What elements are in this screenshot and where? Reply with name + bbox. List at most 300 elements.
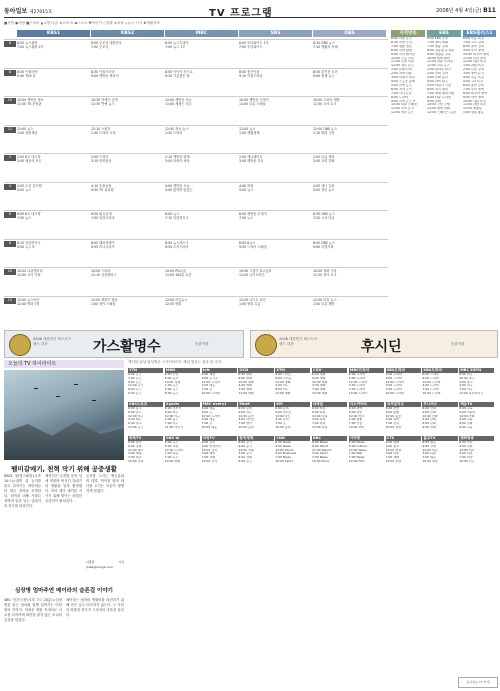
channel-program-entry[interactable]: 7:00 쇼 xyxy=(201,388,213,392)
channel-program-entry[interactable]: 9:00 Culture xyxy=(348,444,368,448)
channel-program-entry[interactable]: 9:00 어린이 xyxy=(459,410,476,414)
side-program-entry[interactable]: 9:00 생방송 교육 xyxy=(427,52,451,56)
program-entry[interactable]: 3:00 세상의 모든 xyxy=(17,159,42,163)
channel-program-entry[interactable]: 10:00 과학 xyxy=(348,425,365,429)
program-entry[interactable]: 12:10 스펀지 xyxy=(91,126,111,131)
channel-program-entry[interactable]: 10:00 Film xyxy=(348,459,365,463)
channel-program-entry[interactable]: 10:00 축구 xyxy=(459,376,475,380)
channel-program-entry[interactable]: 10:00 Docs xyxy=(312,459,329,463)
channel-program-entry[interactable]: 6:00 드라마 xyxy=(348,373,366,376)
channel-program-entry[interactable]: 12:00 차트 xyxy=(275,414,291,418)
channel-program-entry[interactable]: 7:00 엠카 xyxy=(238,422,252,426)
channel-program-entry[interactable]: 3:00 만화 xyxy=(422,418,436,422)
side-program-entry[interactable]: 2:00 수학 강좌 xyxy=(427,72,448,76)
program-entry[interactable]: 10:00 생방송 정보 xyxy=(17,98,44,102)
channel-program-entry[interactable]: 11:00 격투기 xyxy=(164,425,184,429)
program-entry[interactable]: 6:00 생방송 투데이 xyxy=(239,212,267,216)
program-entry[interactable]: 9:10 아침드라마 xyxy=(239,73,263,78)
program-entry[interactable]: 5:00 찾아라 맛있는 xyxy=(165,187,193,192)
channel-program-entry[interactable]: 9:00 설교 xyxy=(385,444,400,448)
channel-program-entry[interactable]: 10:00 강좌 xyxy=(128,459,144,463)
side-program-entry[interactable]: 11:00 세계 명화 xyxy=(427,107,450,111)
channel-program-entry[interactable]: 9:00 드라마 xyxy=(348,376,366,380)
side-program-entry[interactable]: 12:00 사탐 특강 xyxy=(463,60,486,64)
channel-program-entry[interactable]: 12:00 만화 xyxy=(422,414,438,418)
channel-program-entry[interactable]: 7:00 드라마 xyxy=(385,388,402,392)
channel-program-entry[interactable]: 12:00 대국 xyxy=(128,448,144,452)
program-entry[interactable]: 12:00 영화가 좋다 xyxy=(91,297,118,302)
side-program-entry[interactable]: 10:00 다큐 스페셜 xyxy=(391,103,417,107)
channel-program-entry[interactable]: 9:00 쇼 xyxy=(201,410,213,414)
side-program-entry[interactable]: 5:00 고3 특강 xyxy=(463,79,483,83)
channel-program-entry[interactable]: 3:00 탐험 xyxy=(348,418,363,422)
channel-program-entry[interactable]: 7:00 드라마 xyxy=(422,388,439,392)
channel-program-entry[interactable]: 6:00 모닝 xyxy=(164,373,179,376)
channel-program-entry[interactable]: 12:00 드라마 xyxy=(422,380,441,384)
program-entry[interactable]: 8:00 OBS 뉴스 xyxy=(313,240,336,245)
side-program-entry[interactable]: 1:00 방송 종료 xyxy=(463,111,484,115)
channel-program-entry[interactable]: 9:00 강좌 xyxy=(422,444,436,448)
program-entry[interactable]: 8:00 즐거운 오전 xyxy=(313,69,338,74)
channel-program-entry[interactable]: 7:00 법문 xyxy=(422,456,436,460)
program-entry[interactable]: 10:00 생방송 오늘 xyxy=(165,98,192,102)
channel-program-entry[interactable]: 10:00 드라마 xyxy=(201,391,220,395)
channel-program-entry[interactable]: 9:00 영화 xyxy=(238,376,252,380)
program-entry[interactable]: 11:30 심야 토크 xyxy=(313,273,337,277)
channel-program-entry[interactable]: 6:00 뮤비 xyxy=(238,407,252,410)
channel-program-entry[interactable]: 12:00 Report xyxy=(312,448,332,452)
channel-program-entry[interactable]: 6:00 만화 xyxy=(459,422,473,426)
channel-program-entry[interactable]: 9:00 교육 xyxy=(459,425,473,429)
side-program-entry[interactable]: 5:00 지역 뉴스 xyxy=(391,83,412,87)
channel-program-entry[interactable]: 6:00 예배 xyxy=(385,441,400,444)
program-entry[interactable]: 9:55 드라마 스페셜 xyxy=(239,244,267,249)
program-entry[interactable]: 7:00 일일드라마 xyxy=(91,216,115,220)
program-entry[interactable]: 10:00 그것이 알고싶다 xyxy=(239,269,272,273)
side-program-entry[interactable]: 12:00 재방송 xyxy=(463,107,482,111)
program-entry[interactable]: 1:30 드라마 시티 xyxy=(91,130,116,135)
program-entry[interactable]: 12:00 마감뉴스 xyxy=(165,297,188,302)
channel-program-entry[interactable]: 9:30 영화 xyxy=(312,376,326,380)
channel-program-entry[interactable]: 4:00 야구 xyxy=(459,384,473,388)
channel-program-entry[interactable]: 10:00 기도 xyxy=(459,459,475,463)
channel-program-entry[interactable]: 10:00 드라마 xyxy=(422,391,441,395)
channel-program-entry[interactable]: 7:00 뉴스 xyxy=(128,376,142,380)
channel-program-entry[interactable]: 12:00 경제 xyxy=(238,448,254,452)
channel-program-entry[interactable]: 3:00 드라마 xyxy=(385,384,402,388)
channel-program-entry[interactable]: 12:00 드라마 xyxy=(164,448,184,452)
channel-program-entry[interactable]: 7:00 여행 xyxy=(201,456,216,460)
channel-program-entry[interactable]: 3:00 뮤비 xyxy=(275,418,289,422)
channel-program-entry[interactable]: 10:00 드라마 xyxy=(348,391,368,395)
program-entry[interactable]: 11:05 100분 토론 xyxy=(165,273,192,277)
program-entry[interactable]: 7:10 생활의 지혜 xyxy=(313,45,338,49)
channel-program-entry[interactable]: 9:00 라이브 xyxy=(275,410,292,414)
program-entry[interactable]: 12:00 마감 뉴스 xyxy=(313,297,337,302)
channel-program-entry[interactable]: 3:00 라이브 xyxy=(238,418,255,422)
channel-program-entry[interactable]: 6:00 과학 xyxy=(348,407,363,410)
channel-program-entry[interactable]: 10:00 찬양 xyxy=(385,459,401,463)
side-program-entry[interactable]: 6:00 수능 특강 xyxy=(463,37,484,40)
channel-program-entry[interactable]: 12:00 드라마 xyxy=(201,414,220,418)
channel-program-entry[interactable]: 12:00 News xyxy=(348,448,367,452)
channel-program-entry[interactable]: 7:00 영화 xyxy=(238,388,252,392)
channel-program-entry[interactable]: 9:00 만화 xyxy=(422,410,436,414)
channel-program-entry[interactable]: 7:00 야구 xyxy=(164,422,179,426)
side-program-entry[interactable]: 4:00 수능 특강 xyxy=(463,76,484,80)
side-program-entry[interactable]: 9:00 시사 매거진 xyxy=(391,52,415,56)
program-entry[interactable]: 11:05 나이트라인 xyxy=(239,273,265,277)
channel-program-entry[interactable]: 3:00 영화 xyxy=(238,384,252,388)
channel-program-entry[interactable]: 9:00 드라마 xyxy=(385,376,402,380)
channel-program-entry[interactable]: 6:00 격투기 xyxy=(164,407,182,410)
side-program-entry[interactable]: 6:00 저녁 소식 xyxy=(391,87,412,91)
program-entry[interactable]: 4:00 생방송 오늘 xyxy=(165,183,190,188)
channel-program-entry[interactable]: 6:00 뉴스 xyxy=(164,441,179,444)
channel-program-entry[interactable]: 10:00 영화 xyxy=(312,391,328,395)
channel-program-entry[interactable]: 12:00 World xyxy=(275,448,294,452)
channel-program-entry[interactable]: 12:00 야구 xyxy=(128,414,144,418)
program-entry[interactable]: 1:00 심야 스페셜 xyxy=(91,301,116,306)
program-entry[interactable]: 10:00 생방송 투데이 xyxy=(239,98,269,102)
channel-program-entry[interactable]: 9:00 World xyxy=(312,444,329,448)
channel-program-entry[interactable]: 12:00 동물 xyxy=(385,414,401,418)
program-entry[interactable]: 6:00 뉴스광장 xyxy=(17,41,38,45)
channel-program-entry[interactable]: 3:00 증시 xyxy=(238,452,252,456)
channel-program-entry[interactable]: 7:00 미사 xyxy=(459,456,473,460)
side-program-entry[interactable]: 7:00 고교 강의 xyxy=(463,40,484,44)
channel-program-entry[interactable]: 6:00 News xyxy=(312,441,328,444)
program-entry[interactable]: 4:00 애니 특선 xyxy=(313,183,335,188)
program-entry[interactable]: 2:10 생방송 화제 xyxy=(165,155,190,159)
channel-program-entry[interactable]: 9:00 자연 xyxy=(348,410,363,414)
side-program-entry[interactable]: 8:00 지역 탐방 xyxy=(391,48,412,52)
program-entry[interactable]: 1:10 영화 극장 xyxy=(313,130,335,135)
side-program-entry[interactable]: 1:00 문화 산책 xyxy=(391,68,412,72)
channel-program-entry[interactable]: 6:00 영화 xyxy=(312,373,326,376)
channel-program-entry[interactable]: 12:00 영화 xyxy=(275,380,291,384)
program-entry[interactable]: 7:00 뉴스광장 2부 xyxy=(17,45,44,49)
program-entry[interactable]: 8:00 아침마당 xyxy=(17,69,38,74)
channel-program-entry[interactable]: 9:00 뉴스 xyxy=(128,380,142,384)
side-program-entry[interactable]: 11:00 다큐 프라임 xyxy=(427,60,453,64)
program-entry[interactable]: 2:00 다큐 세상 xyxy=(313,155,335,159)
side-program-entry[interactable]: 4:00 과학 탐구 xyxy=(427,79,448,83)
channel-program-entry[interactable]: 3:00 미드 xyxy=(275,384,289,388)
program-entry[interactable]: 5:00 경인 뉴스 xyxy=(313,187,335,192)
program-entry[interactable]: 12:00 뉴스라인 xyxy=(17,297,40,302)
program-entry[interactable]: 9:55 미니시리즈 xyxy=(91,244,115,249)
program-entry[interactable]: 2:00 애니메이션 xyxy=(239,155,263,159)
program-entry[interactable]: 10:00 PD수첩 xyxy=(165,269,186,273)
program-entry[interactable]: 7:00 모닝와이드 xyxy=(239,45,263,49)
channel-program-entry[interactable]: 6:00 뉴스 xyxy=(128,388,142,392)
program-entry[interactable]: 6:30 OBS 뉴스 xyxy=(313,41,336,45)
program-entry[interactable]: 11:00 TV 문학관 xyxy=(17,102,42,106)
channel-program-entry[interactable]: 6:30 야구 xyxy=(128,422,142,426)
channel-program-entry[interactable]: 6:00 만화 xyxy=(422,422,436,426)
program-entry[interactable]: 7:00 굿모닝 xyxy=(91,45,109,49)
channel-program-entry[interactable]: 6:00 자연 xyxy=(385,407,400,410)
program-entry[interactable]: 7:20 시사 다큐 xyxy=(313,216,335,220)
side-program-entry[interactable]: 8:00 드라마 xyxy=(391,95,408,99)
program-entry[interactable]: 9:55 수목드라마 xyxy=(165,244,189,249)
side-program-entry[interactable]: 7:00 세계 테마기행 xyxy=(427,91,454,95)
channel-program-entry[interactable]: 12:00 역사 xyxy=(348,414,365,418)
program-entry[interactable]: 4:00 만화 xyxy=(239,183,254,188)
channel-program-entry[interactable]: 9:00 News xyxy=(275,444,291,448)
channel-program-entry[interactable]: 10:00 드라마 xyxy=(385,391,404,395)
program-entry[interactable]: 7:00 뉴스 xyxy=(239,216,254,220)
channel-program-entry[interactable]: 8:00 미드 xyxy=(275,388,289,392)
channel-program-entry[interactable]: 9:00 토크쇼 xyxy=(201,376,218,380)
channel-program-entry[interactable]: 10:00 경제 xyxy=(164,380,181,384)
channel-program-entry[interactable]: 9:00 모터쇼 xyxy=(275,376,292,380)
channel-program-entry[interactable]: 12:00 음악 xyxy=(238,414,254,418)
side-program-entry[interactable]: 4:00 스포츠 중계 xyxy=(391,79,415,83)
channel-program-entry[interactable]: 6:00 미사 xyxy=(459,441,473,444)
side-program-entry[interactable]: 12:00 마감 뉴스 xyxy=(391,111,414,115)
channel-program-entry[interactable]: 12:00 만화 xyxy=(459,414,475,418)
side-program-entry[interactable]: 9:00 수리 영역 xyxy=(463,48,484,52)
side-program-entry[interactable]: 6:00 아침 뉴스 xyxy=(391,37,412,40)
channel-program-entry[interactable]: 3:00 다큐 xyxy=(459,452,473,456)
channel-program-entry[interactable]: 7:00 예배 xyxy=(385,456,400,460)
program-entry[interactable]: 11:30 시사 토크 xyxy=(313,102,337,106)
program-entry[interactable]: 7:00 뉴스 1부 xyxy=(165,45,186,49)
channel-program-entry[interactable]: 6:00 다큐 xyxy=(312,407,326,410)
program-entry[interactable]: 5:00 뉴스 xyxy=(239,187,254,192)
channel-program-entry[interactable]: 6:00 요리 xyxy=(201,441,216,444)
channel-program-entry[interactable]: 7:00 News xyxy=(275,456,291,460)
channel-program-entry[interactable]: 8:00 뉴스 xyxy=(164,391,179,395)
ad-fucidin[interactable]: 2008 대한민국 퍼스트브랜드 대상 후시딘 동화약품 xyxy=(250,330,498,358)
channel-program-entry[interactable]: 6:00 만화 xyxy=(422,407,436,410)
channel-program-entry[interactable]: 7:00 대국 xyxy=(128,456,142,460)
program-entry[interactable]: 4:00 도전 골든벨 xyxy=(17,183,42,188)
channel-program-entry[interactable]: 3:00 과학 xyxy=(385,418,400,422)
program-entry[interactable]: 8:00 8뉴스 xyxy=(239,240,256,245)
channel-program-entry[interactable]: 3:00 다큐 xyxy=(312,418,326,422)
channel-program-entry[interactable]: 3:00 농구 xyxy=(164,418,179,422)
side-program-entry[interactable]: 5:00 어린이 극장 xyxy=(427,83,451,87)
side-program-entry[interactable]: 7:30 방송 강좌 xyxy=(427,44,448,48)
channel-program-entry[interactable]: 7:00 News xyxy=(312,456,328,460)
channel-program-entry[interactable]: 12:00 법문 xyxy=(422,448,438,452)
channel-program-entry[interactable]: 3:00 예능 xyxy=(164,452,179,456)
ad-gashwal[interactable]: 2008 대한민국 퍼스트브랜드 대상 가스활명수 동화약품 xyxy=(4,330,244,358)
program-entry[interactable]: 9:00 경제 뉴스 xyxy=(313,73,335,78)
side-program-entry[interactable]: 8:00 다큐 프라임 xyxy=(427,95,451,99)
channel-program-entry[interactable]: 12:30 영화 xyxy=(312,380,328,384)
side-program-entry[interactable]: 8:00 중학 강좌 xyxy=(463,44,484,48)
channel-program-entry[interactable]: 9:00 뉴스 xyxy=(128,391,142,395)
side-program-entry[interactable]: 9:00 지역 뉴스 9 xyxy=(391,99,415,103)
channel-program-entry[interactable]: 10:00 다큐 xyxy=(312,425,328,429)
program-entry[interactable]: 11:00 시사 기획 xyxy=(17,273,41,277)
channel-program-entry[interactable]: 6:00 드라마 xyxy=(422,373,439,376)
program-entry[interactable]: 1:00 영화 특급 xyxy=(239,301,261,306)
channel-program-entry[interactable]: 6:00 재방 xyxy=(201,373,216,376)
channel-program-entry[interactable]: 10:00 Sport xyxy=(275,459,293,463)
side-program-entry[interactable]: 11:00 심야 토크 xyxy=(391,107,414,111)
program-entry[interactable]: 5:00 TV 유치원 xyxy=(91,187,114,192)
side-program-entry[interactable]: 9:00 명의 xyxy=(427,99,441,103)
channel-program-entry[interactable]: 10:00 자연 xyxy=(385,425,401,429)
program-entry[interactable]: 3:00 생방송 가요 xyxy=(239,159,264,163)
channel-program-entry[interactable]: 6:00 News xyxy=(275,441,291,444)
side-program-entry[interactable]: 10:00 외국어 영역 xyxy=(463,52,489,56)
channel-program-entry[interactable]: 9:00 차트 xyxy=(238,410,252,414)
channel-program-entry[interactable]: 7:00 뉴스 xyxy=(164,456,179,460)
channel-program-entry[interactable]: 7:00 문명 xyxy=(385,422,400,426)
channel-program-entry[interactable]: 11:00 드라마 xyxy=(201,380,220,384)
side-program-entry[interactable]: 1:00 과탐 특강 xyxy=(463,64,484,68)
side-program-entry[interactable]: 2:00 논술 강좌 xyxy=(463,68,484,72)
program-entry[interactable]: 7:00 뉴스 xyxy=(17,216,32,220)
channel-program-entry[interactable]: 12:00 요리 xyxy=(201,448,217,452)
program-entry[interactable]: 8:30 아침드라마 xyxy=(91,69,115,74)
side-program-entry[interactable]: 7:00 시사 토론 xyxy=(391,91,412,95)
program-entry[interactable]: 6:30 OBS 뉴스 xyxy=(313,212,336,216)
channel-program-entry[interactable]: 10:00 뉴스 xyxy=(128,425,144,429)
program-entry[interactable]: 11:00 다큐 스페셜 xyxy=(239,102,266,106)
side-program-entry[interactable]: 3:00 만화 동산 xyxy=(427,76,448,80)
side-program-entry[interactable]: 3:00 영어 듣기 xyxy=(463,72,484,76)
channel-program-entry[interactable]: 6:00 뮤비 xyxy=(275,407,289,410)
channel-program-entry[interactable]: 7:00 News xyxy=(348,456,365,460)
side-program-entry[interactable]: 11:00 과탐 특강 xyxy=(463,103,486,107)
side-program-entry[interactable]: 8:00 외국어 영역 xyxy=(463,91,487,95)
side-program-entry[interactable]: 9:00 언어 영역 xyxy=(463,95,484,99)
channel-program-entry[interactable]: 3:00 다큐 xyxy=(422,452,436,456)
program-entry[interactable]: 12:40 명화극장 xyxy=(17,301,40,306)
channel-program-entry[interactable]: 9:00 다큐 xyxy=(312,410,326,414)
program-entry[interactable]: 11:30 연예 뉴스 xyxy=(91,102,115,106)
channel-program-entry[interactable]: 9:00 강좌 xyxy=(128,444,142,448)
channel-program-entry[interactable]: 12:00 찬양 xyxy=(385,448,401,452)
side-program-entry[interactable]: 12:00 스페이스 공감 xyxy=(427,111,456,115)
program-entry[interactable]: 10:00 영화 극장 xyxy=(313,269,337,273)
channel-program-entry[interactable]: 10:00 예능 xyxy=(201,425,217,429)
channel-program-entry[interactable]: 3:00 예능 xyxy=(201,418,216,422)
program-entry[interactable]: 12:00 나이트 라인 xyxy=(239,297,266,302)
channel-program-entry[interactable]: 6:00 경제 xyxy=(238,456,252,460)
program-entry[interactable]: 12:35 영화 xyxy=(165,301,182,306)
channel-program-entry[interactable]: 9:00 강좌 xyxy=(459,444,473,448)
channel-program-entry[interactable]: 9:00 골프 xyxy=(128,410,142,414)
program-entry[interactable]: 9:00 뉴스 9 xyxy=(17,244,35,249)
side-program-entry[interactable]: 11:00 언어 영역 xyxy=(463,56,486,60)
channel-program-entry[interactable]: 3:00 배구 xyxy=(128,418,142,422)
channel-program-entry[interactable]: 8:00 증시 xyxy=(164,376,179,380)
channel-program-entry[interactable]: 6:00 법문 xyxy=(422,441,436,444)
channel-program-entry[interactable]: 12:00 다큐 xyxy=(312,414,328,418)
channel-program-entry[interactable]: 6:00 예능 xyxy=(201,407,216,410)
side-program-entry[interactable]: 10:00 극한 직업 xyxy=(427,103,450,107)
channel-program-entry[interactable]: 12:00 드라마 xyxy=(348,380,368,384)
side-program-entry[interactable]: 10:00 건강 교실 xyxy=(391,56,414,60)
channel-program-entry[interactable]: 10:00 요리 xyxy=(201,459,217,463)
channel-program-entry[interactable]: 11:00 하이라이트 xyxy=(459,391,484,395)
program-entry[interactable]: 6:00 뉴스투데이 xyxy=(165,41,189,45)
program-entry[interactable]: 9:40 TV소설 xyxy=(17,73,36,78)
channel-program-entry[interactable]: 9:00 드라마 xyxy=(422,376,439,380)
channel-program-entry[interactable]: 3:00 Talk xyxy=(348,452,363,456)
side-program-entry[interactable]: 6:00 EBS 모닝 xyxy=(427,37,448,40)
channel-program-entry[interactable]: 3:00 다큐 xyxy=(385,452,400,456)
channel-program-entry[interactable]: 12:00 영화 xyxy=(238,380,254,384)
program-entry[interactable]: 6:00 VJ특공대 xyxy=(91,212,112,216)
side-program-entry[interactable]: 11:00 로컬 이슈 xyxy=(391,60,414,64)
side-program-entry[interactable]: 6:00 지식 채널 xyxy=(427,87,448,91)
channel-program-entry[interactable]: 9:00 만화 xyxy=(422,425,436,429)
channel-program-entry[interactable]: 3:30 영화 xyxy=(312,384,326,388)
program-entry[interactable]: 10:30 연예가 중계 xyxy=(91,98,118,102)
program-entry[interactable]: 9:30 기분좋은 날 xyxy=(165,73,190,78)
side-program-entry[interactable]: 1:00 방과후 학교 xyxy=(427,68,451,72)
program-entry[interactable]: 7:15 일일연속극 xyxy=(165,216,189,220)
channel-program-entry[interactable]: 7:00 기술 xyxy=(348,422,363,426)
channel-program-entry[interactable]: 6:00 뉴스 xyxy=(128,373,142,376)
channel-program-entry[interactable]: 2:00 예능 xyxy=(201,384,216,388)
channel-program-entry[interactable]: 9:00 탐험 xyxy=(385,410,400,414)
side-program-entry[interactable]: 10:00 사탐 특강 xyxy=(463,99,486,103)
program-entry[interactable]: 11:10 상상플러스 xyxy=(91,273,117,277)
channel-program-entry[interactable]: 6:00 대국 xyxy=(128,441,142,444)
channel-program-entry[interactable]: 6:00 교육 xyxy=(459,407,473,410)
program-entry[interactable]: 10:00 드라마 재방 xyxy=(313,98,340,102)
channel-program-entry[interactable]: 3:00 Business xyxy=(275,452,297,456)
channel-program-entry[interactable]: 12:00 미사 xyxy=(459,448,475,452)
program-entry[interactable]: 8:00 해피선데이 xyxy=(91,240,115,245)
side-program-entry[interactable]: 3:00 어린이 세상 xyxy=(391,76,415,80)
channel-program-entry[interactable]: 3:00 교육 xyxy=(459,418,473,422)
channel-program-entry[interactable]: 12:00 뉴스 xyxy=(128,384,144,388)
side-program-entry[interactable]: 7:00 영어 회화 xyxy=(427,40,448,44)
channel-program-entry[interactable]: 12:00 야구 xyxy=(164,414,181,418)
channel-program-entry[interactable]: 9:00 축구 xyxy=(164,410,179,414)
program-entry[interactable]: 4:10 동물농장 xyxy=(91,183,112,188)
program-entry[interactable]: 1:00 생활경제 xyxy=(239,130,260,135)
program-entry[interactable]: 12:00 뉴스 xyxy=(239,126,256,131)
channel-program-entry[interactable]: 7:00 드라마 xyxy=(348,388,366,392)
program-entry[interactable]: 6:00 굿모닝 대한민국 xyxy=(91,41,122,45)
channel-program-entry[interactable]: 9:00 증시 xyxy=(238,444,252,448)
program-entry[interactable]: 12:00 정오 뉴스 xyxy=(165,126,189,131)
program-entry[interactable]: 2:00 드라마 xyxy=(91,155,109,159)
program-entry[interactable]: 9:00 생방송 세상의 xyxy=(91,73,119,78)
side-program-entry[interactable]: 7:00 생활 정보 xyxy=(391,44,412,48)
side-program-entry[interactable]: 2:00 지역 다큐 xyxy=(391,72,412,76)
channel-program-entry[interactable]: 12:00 드라마 xyxy=(385,380,404,384)
program-entry[interactable]: 6:00 6시 내고향 xyxy=(17,212,41,216)
channel-program-entry[interactable]: 11:00 영화 xyxy=(238,391,254,395)
program-entry[interactable]: 3:00 교양 강좌 xyxy=(313,159,335,163)
program-entry[interactable]: 9:00 특별기획 xyxy=(313,244,334,249)
channel-program-entry[interactable]: 7:00 영화 xyxy=(312,388,326,392)
program-entry[interactable]: 1:00 열린채널 xyxy=(17,130,38,135)
channel-program-entry[interactable]: 6:00 야구 xyxy=(459,373,473,376)
side-program-entry[interactable]: 6:00 중학 강좌 xyxy=(463,83,484,87)
program-entry[interactable]: 2:00 6시 내고향 xyxy=(17,155,41,159)
program-entry[interactable]: 6:00 모닝와이드 1부 xyxy=(239,41,269,45)
channel-program-entry[interactable]: 7:00 쇼 xyxy=(201,422,213,426)
channel-program-entry[interactable]: 6:00 농구 xyxy=(128,407,142,410)
program-entry[interactable]: 12:00 뉴스 xyxy=(17,126,34,131)
channel-program-entry[interactable]: 9:00 교양 xyxy=(164,444,179,448)
channel-program-entry[interactable]: 3:00 해설 xyxy=(128,452,142,456)
